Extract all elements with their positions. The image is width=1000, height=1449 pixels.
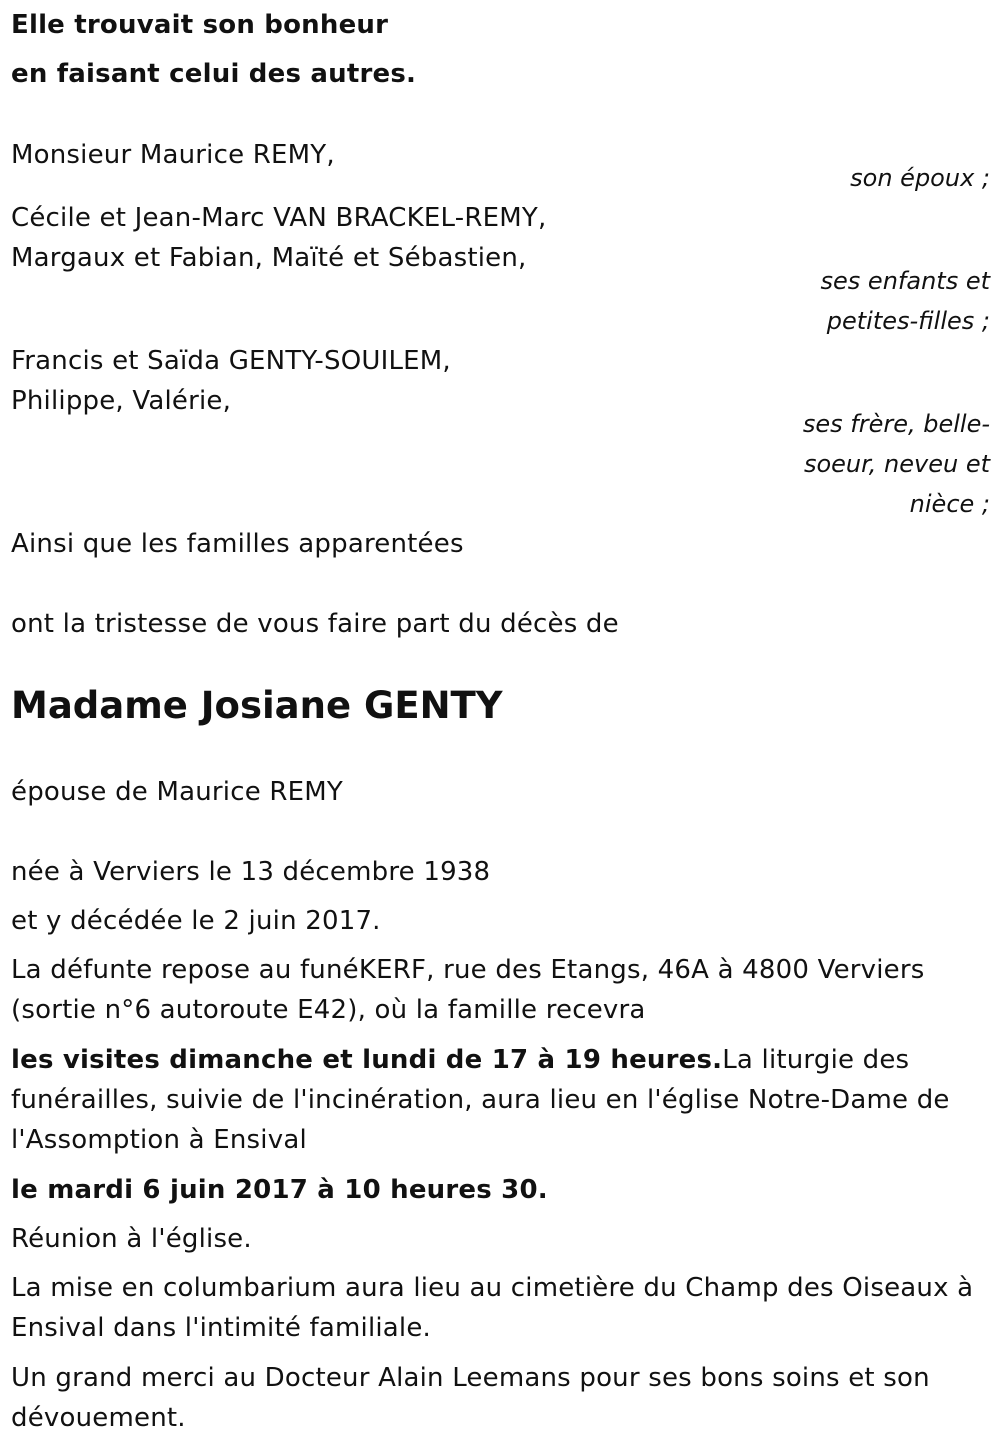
columbarium-line-1: La mise en columbarium aura lieu au cimetière du Champ des Oiseaux à xyxy=(11,1273,974,1303)
columbarium-line-2: Ensival dans l'intimité familiale. xyxy=(11,1313,432,1343)
thanks-line-2: dévouement. xyxy=(11,1403,186,1433)
relatives-line: Ainsi que les familles apparentées xyxy=(11,529,464,559)
children-role-line-2: petites-filles ; xyxy=(826,307,990,335)
siblings-role-line-2: soeur, neveu et xyxy=(803,450,990,478)
liturgy-line-1: La liturgie des xyxy=(722,1045,910,1075)
visits-hours: les visites dimanche et lundi de 17 à 19 heures. xyxy=(11,1045,723,1075)
spouse-name: Monsieur Maurice REMY, xyxy=(11,140,335,170)
thanks-line-1: Un grand merci au Docteur Alain Leemans pour ses bons soins et son xyxy=(11,1363,930,1393)
deceased-name: Madame Josiane GENTY xyxy=(11,684,503,727)
visits-line xyxy=(11,1040,909,1080)
announcement-line: ont la tristesse de vous faire part du décès de xyxy=(11,609,619,639)
rest-line-2: (sortie n°6 autoroute E42), où la famille recevra xyxy=(11,995,646,1025)
children-line-1: Cécile et Jean-Marc VAN BRACKEL-REMY, xyxy=(11,203,547,233)
spouse-role: son époux ; xyxy=(850,164,990,192)
liturgy-line-3: l'Assomption à Ensival xyxy=(11,1125,307,1155)
siblings-line-1: Francis et Saïda GENTY-SOUILEM, xyxy=(11,346,451,376)
siblings-line-2: Philippe, Valérie, xyxy=(11,386,232,416)
spouse-of-line: épouse de Maurice REMY xyxy=(11,777,343,807)
children-role-line-1: ses enfants et xyxy=(820,267,990,295)
quote-line-2: en faisant celui des autres. xyxy=(11,59,417,89)
children-line-2: Margaux et Fabian, Maïté et Sébastien, xyxy=(11,243,527,273)
meeting-line: Réunion à l'église. xyxy=(11,1224,252,1254)
siblings-role-line-3: nièce ; xyxy=(909,490,990,518)
liturgy-line-2: funérailles, suivie de l'incinération, aura lieu en l'église Notre-Dame de xyxy=(11,1085,950,1115)
death-line: et y décédée le 2 juin 2017. xyxy=(11,906,381,936)
siblings-role-line-1: ses frère, belle- xyxy=(802,410,990,438)
birth-line: née à Verviers le 13 décembre 1938 xyxy=(11,857,491,887)
funeral-date: le mardi 6 juin 2017 à 10 heures 30. xyxy=(11,1175,548,1205)
rest-line-1: La défunte repose au funéKERF, rue des Etangs, 46A à 4800 Verviers xyxy=(11,955,925,985)
quote-line-1: Elle trouvait son bonheur xyxy=(11,10,389,40)
